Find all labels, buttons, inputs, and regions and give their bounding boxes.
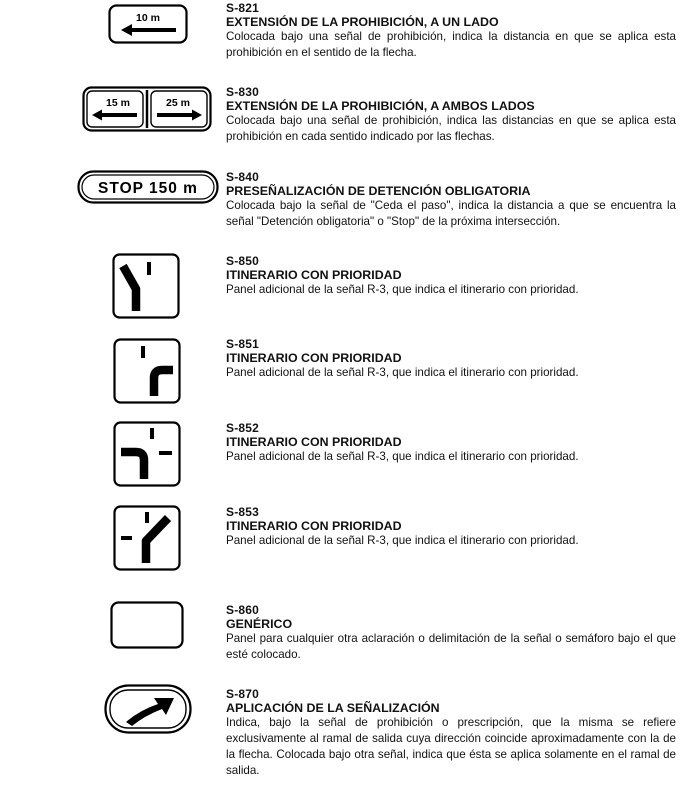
sign-description: Colocada bajo una señal de prohibición, indica las distancias en que se aplica esta prohibición en cada sentido indicado por las flechas. (226, 114, 676, 143)
sign-code: S-860 (226, 603, 260, 617)
sign-description: Indica, bajo la señal de prohibición o prescripción, que la misma se refiere exclusivamente al ramal de salida cuya dirección coincide aproximadamente con la de la flecha. Colocada bajo otra señal, indica que ésta se aplica solamente en el ramal de salida. (226, 716, 676, 777)
sign-title: ITINERARIO CON PRIORIDAD (226, 519, 402, 533)
sign-code: S-821 (226, 1, 260, 15)
sign-description: Panel adicional de la señal R-3, que indica el itinerario con prioridad. (226, 534, 579, 547)
sign-title: EXTENSIÓN DE LA PROHIBICIÓN, A AMBOS LADOS (226, 99, 535, 113)
sign-title: ITINERARIO CON PRIORIDAD (226, 351, 402, 365)
s821-distance-text: 10 m (136, 12, 160, 24)
sign-s840-plate (77, 170, 219, 204)
sign-description: Panel adicional de la señal R-3, que indica el itinerario con prioridad. (226, 283, 579, 296)
sign-code: S-852 (226, 421, 260, 435)
sign-description: Colocada bajo una señal de prohibición, indica la distancia en que se aplica esta prohibición en el sentido de la flecha. (226, 30, 676, 59)
s840-stop-distance-text: STOP 150 m (98, 180, 198, 197)
sign-s851-panel (113, 338, 181, 404)
sign-code: S-870 (226, 687, 260, 701)
s830-right-distance-text: 25 m (166, 97, 190, 109)
sign-s852-panel (113, 421, 181, 487)
sign-description: Panel adicional de la señal R-3, que indica el itinerario con prioridad. (226, 450, 579, 463)
sign-code: S-830 (226, 85, 260, 99)
sign-s870-plate (104, 684, 192, 734)
sign-title: EXTENSIÓN DE LA PROHIBICIÓN, A UN LADO (226, 15, 499, 29)
sign-description: Panel adicional de la señal R-3, que indica el itinerario con prioridad. (226, 366, 579, 379)
sign-s821-plate (108, 4, 188, 44)
sign-title: PRESEÑALIZACIÓN DE DETENCIÓN OBLIGATORIA (226, 184, 531, 198)
s830-left-distance-text: 15 m (106, 97, 130, 109)
sign-title: ITINERARIO CON PRIORIDAD (226, 435, 402, 449)
sign-title: GENÉRICO (226, 617, 293, 631)
sign-s850-panel (112, 253, 180, 319)
sign-description: Panel para cualquier otra aclaración o delimitación de la señal o semáforo bajo el que esté colocado. (226, 632, 676, 661)
sign-description: Colocada bajo la señal de "Ceda el paso", indica la distancia a que se encuentra la señal "Detención obligatoria" o "Stop" de la próxima intersección. (226, 199, 676, 228)
sign-s830-plate (82, 86, 212, 132)
sign-code: S-840 (226, 170, 260, 184)
sign-title: ITINERARIO CON PRIORIDAD (226, 268, 402, 282)
sign-s860-panel (110, 601, 184, 649)
sign-title: APLICACIÓN DE LA SEÑALIZACIÓN (226, 701, 440, 715)
sign-code: S-851 (226, 337, 260, 351)
sign-code: S-853 (226, 505, 260, 519)
sign-code: S-850 (226, 254, 260, 268)
sign-s853-panel (113, 505, 181, 571)
